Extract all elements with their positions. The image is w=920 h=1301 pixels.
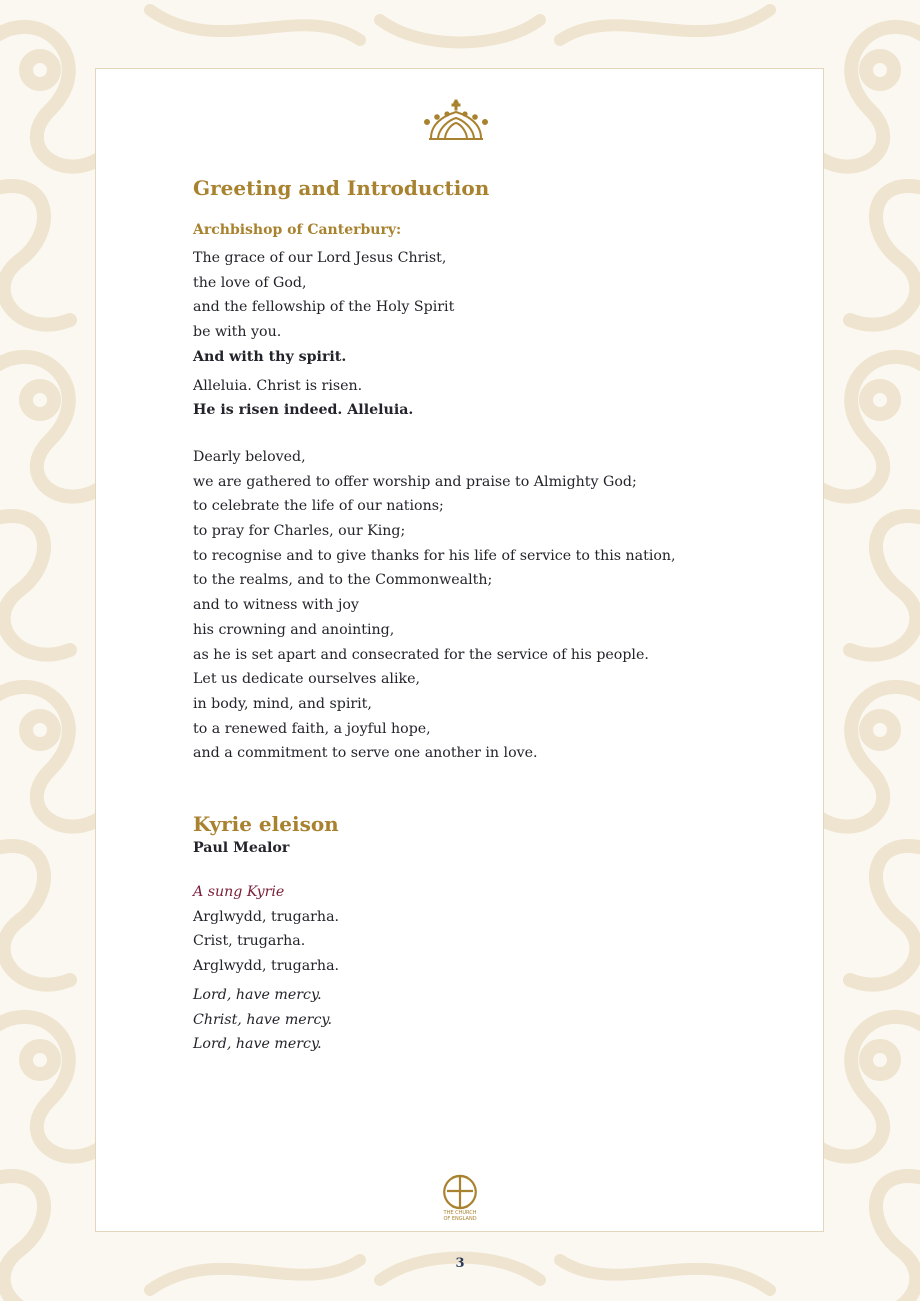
page-number: 3 — [455, 1256, 465, 1271]
section-title-kyrie: Kyrie eleison — [193, 812, 339, 837]
intro-line: to a renewed faith, a joyful hope, — [193, 720, 431, 737]
verse-line: Alleluia. Christ is risen. — [193, 377, 363, 394]
intro-line: in body, mind, and spirit, — [193, 695, 372, 712]
kyrie-line: Arglwydd, trugarha. — [193, 958, 340, 975]
translation-line: Christ, have mercy. — [193, 1011, 333, 1028]
rubric-direction: A sung Kyrie — [193, 884, 285, 901]
verse-line: and the fellowship of the Holy Spirit — [193, 299, 455, 316]
translation-line: Lord, have mercy. — [193, 986, 322, 1003]
english-kyrie — [193, 983, 793, 1057]
response-line: He is risen indeed. Alleluia. — [193, 402, 414, 419]
intro-line: and to witness with joy — [193, 597, 359, 614]
intro-line: to recognise and to give thanks for his life of service to this nation, — [193, 547, 676, 564]
introduction-paragraph — [193, 445, 793, 766]
translation-line: Lord, have mercy. — [193, 1036, 322, 1053]
intro-line: to the realms, and to the Commonwealth; — [193, 572, 493, 589]
alleluia-verse — [193, 374, 793, 423]
kyrie-line: Crist, trugarha. — [193, 933, 306, 950]
welsh-kyrie — [193, 905, 793, 979]
verse-line: the love of God, — [193, 274, 307, 291]
logo-text-line: THE CHURCH — [443, 1210, 477, 1216]
greeting-verse — [193, 246, 793, 370]
composer-name: Paul Mealor — [193, 840, 290, 857]
intro-line: as he is set apart and consecrated for the service of his people. — [193, 646, 649, 663]
intro-line: and a commitment to serve one another in love. — [193, 745, 538, 762]
speaker-label: Archbishop of Canterbury: — [193, 222, 402, 238]
kyrie-line: Arglwydd, trugarha. — [193, 908, 340, 925]
verse-line: be with you. — [193, 324, 282, 341]
crown-icon — [423, 98, 489, 142]
response-line: And with thy spirit. — [193, 348, 347, 365]
order-of-service-content — [193, 174, 793, 1057]
intro-line: Let us dedicate ourselves alike, — [193, 671, 420, 688]
section-title-greeting: Greeting and Introduction — [193, 176, 490, 200]
church-of-england-wordmark — [430, 1211, 490, 1222]
intro-line: Dearly beloved, — [193, 448, 306, 465]
intro-line: we are gathered to offer worship and praise to Almighty God; — [193, 473, 637, 490]
verse-line: The grace of our Lord Jesus Christ, — [193, 250, 447, 266]
intro-line: to pray for Charles, our King; — [193, 523, 406, 540]
intro-line: his crowning and anointing, — [193, 621, 395, 638]
pattern-left — [0, 27, 110, 1301]
intro-line: to celebrate the life of our nations; — [193, 498, 444, 515]
logo-text-line: OF ENGLAND — [443, 1215, 477, 1222]
